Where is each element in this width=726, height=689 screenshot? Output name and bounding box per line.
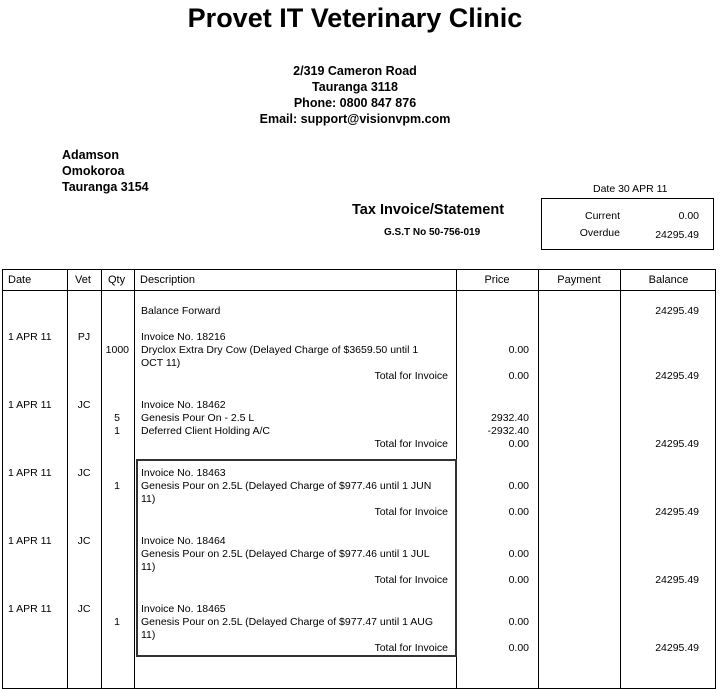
line-description: Dryclox Extra Dry Cow (Delayed Charge of $3659.50 until 1: [141, 344, 419, 356]
row-date: 1 APR 11: [8, 399, 52, 411]
document-title: Tax Invoice/Statement: [352, 202, 505, 218]
account-summary-box: [541, 198, 714, 250]
invoice-total-label: Total for Invoice: [374, 438, 448, 450]
current-label: Current: [584, 210, 620, 222]
line-qty: 1000: [105, 344, 129, 356]
header-payment: Payment: [557, 274, 601, 286]
current-value: 0.00: [678, 210, 699, 222]
invoice-total-label: Total for Invoice: [374, 370, 448, 382]
client-city: Tauranga 3154: [62, 180, 149, 194]
statement-date: Date 30 APR 11: [593, 183, 668, 195]
column-divider: [538, 270, 539, 688]
invoice-number: Invoice No. 18464: [141, 535, 226, 547]
invoice-number: Invoice No. 18465: [141, 603, 226, 615]
row-balance: 24295.49: [655, 370, 699, 382]
column-divider: [134, 270, 135, 688]
balance-forward-label: Balance Forward: [141, 305, 221, 317]
clinic-address: [0, 63, 710, 127]
row-balance: 24295.49: [655, 574, 699, 586]
line-qty: 1: [114, 480, 120, 492]
header-price: Price: [484, 274, 510, 286]
client-name: Adamson: [62, 148, 119, 162]
invoice-number: Invoice No. 18463: [141, 467, 226, 479]
address-line-1: 2/319 Cameron Road: [293, 64, 417, 78]
column-divider: [620, 270, 621, 688]
line-description-cont: 11): [141, 561, 156, 573]
row-balance: 24295.49: [655, 438, 699, 450]
row-vet: JC: [77, 467, 91, 479]
gst-number: G.S.T No 50-756-019: [384, 227, 481, 238]
header-vet: Vet: [75, 274, 91, 286]
clinic-phone: Phone: 0800 847 876: [293, 96, 417, 110]
address-line-2: Tauranga 3118: [312, 80, 398, 94]
line-description-cont: OCT 11): [141, 357, 181, 369]
row-vet: JC: [77, 399, 91, 411]
invoice-total-label: Total for Invoice: [374, 574, 448, 586]
balance-forward-value: 24295.49: [655, 305, 699, 317]
invoice-total: 0.00: [508, 642, 529, 654]
line-description: Genesis Pour On - 2.5 L: [141, 412, 255, 424]
row-date: 1 APR 11: [8, 331, 52, 343]
header-description: Description: [140, 274, 196, 286]
row-vet: JC: [77, 535, 91, 547]
header-balance: Balance: [648, 274, 689, 286]
line-price: 0.00: [508, 548, 529, 560]
line-description-cont: 11): [141, 629, 156, 641]
line-price: 0.00: [508, 344, 529, 356]
line-qty: 5: [114, 412, 120, 424]
line-qty: 1: [114, 616, 120, 628]
header-qty: Qty: [108, 274, 126, 286]
row-vet: JC: [77, 603, 91, 615]
line-price: 0.00: [508, 480, 529, 492]
header-date: Date: [8, 274, 32, 286]
clinic-name: Provet IT Veterinary Clinic: [187, 3, 523, 33]
row-date: 1 APR 11: [8, 467, 52, 479]
statement-table: [2, 269, 716, 689]
row-balance: 24295.49: [655, 642, 699, 654]
invoice-total: 0.00: [508, 574, 529, 586]
invoice-total-label: Total for Invoice: [374, 642, 448, 654]
row-vet: PJ: [77, 331, 91, 343]
invoice-number: Invoice No. 18216: [141, 331, 226, 343]
header-divider: [3, 290, 715, 291]
line-description: Genesis Pour on 2.5L (Delayed Charge of $977.46 until 1 JUN: [141, 480, 432, 492]
line-price: -2932.40: [487, 425, 529, 437]
overdue-value: 24295.49: [655, 229, 699, 241]
line-description-cont: 11): [141, 493, 156, 505]
invoice-number: Invoice No. 18462: [141, 399, 226, 411]
line-price: 2932.40: [491, 412, 529, 424]
line-qty: 1: [114, 425, 120, 437]
line-description: Genesis Pour on 2.5L (Delayed Charge of $977.47 until 1 AUG: [141, 616, 434, 628]
overdue-label: Overdue: [579, 227, 620, 239]
client-locality: Omokoroa: [62, 164, 125, 178]
invoice-total: 0.00: [508, 506, 529, 518]
row-date: 1 APR 11: [8, 535, 52, 547]
line-description: Genesis Pour on 2.5L (Delayed Charge of $977.46 until 1 JUL: [141, 548, 430, 560]
line-price: 0.00: [508, 616, 529, 628]
row-balance: 24295.49: [655, 506, 699, 518]
invoice-total: 0.00: [508, 370, 529, 382]
clinic-email: Email: support@visionvpm.com: [259, 112, 451, 126]
row-date: 1 APR 11: [8, 603, 52, 615]
invoice-total-label: Total for Invoice: [374, 506, 448, 518]
invoice-total: 0.00: [508, 438, 529, 450]
line-description: Deferred Client Holding A/C: [141, 425, 270, 437]
client-address: [62, 147, 149, 195]
